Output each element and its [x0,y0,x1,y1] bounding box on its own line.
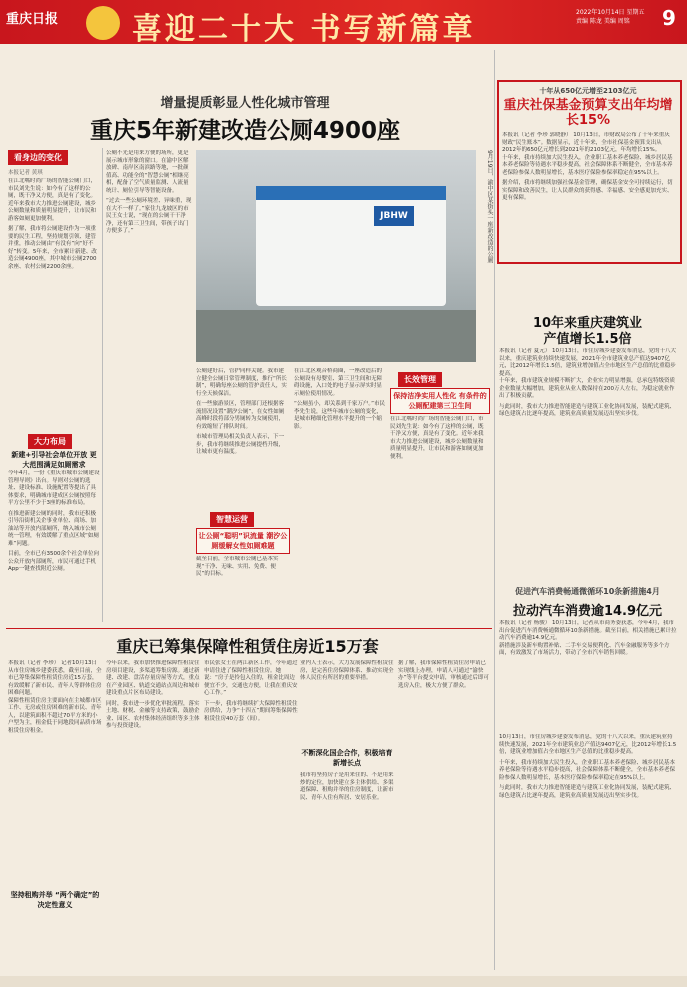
page-number: 9 [662,6,676,30]
lead-byline: 本报记者 黄琪 [8,170,43,176]
paper-name: 重庆日报 [6,12,59,27]
toilet-kiosk [256,186,446,306]
box1-sub: 新建+引导社会单位开放 更大范围满足如厕需求 [11,451,97,469]
lead-col-4b [196,556,288,622]
lead-deck: 增量提质彰显人性化城市管理 [160,96,330,111]
right-mid-title: 产值增长1.5倍 [543,332,632,347]
paragraph: 十年来，我市持续加大民生投入，企业职工基本养老保险、城乡居民基本养老保险等待遇水平稳步提高，社会保障体系不断健全，全市基本养老保险参保人数明显增长，基本医疗保险参保率稳定在95%以上。 [502,154,673,176]
lead-col-5 [294,368,386,618]
paragraph: 业内人士表示，大力发展保障性租赁住房，是完善住房保障体系、推动实现全体人民住有所居的重要举措。 [300,660,394,681]
box1-title: 大力布局 [28,434,72,449]
paragraph: 记者10月13日从市住房城乡建委获悉，截至目前，全市已筹集保障性租赁住房近15万套，有效缓解了新市民、青年人等群体住房困难问题。 [8,660,102,696]
paragraph: 10月13日，市财政局公布了十年来重庆财政“民生账本”。数据显示，近十年来，全市社保基金预算支出从2012年的650亿元增长到2021年的2103亿元，年均增长15%。 [502,132,670,153]
right-box-body [502,132,674,256]
paragraph: 下一步，我市将继续扩大保障性租赁住房供给，力争“十四五”期间筹集保障性租赁住房40万套（间）。 [204,700,298,722]
paragraph: 十年来，我市建筑业规模不断扩大，企业实力明显增强，总承包特级资质企业数量大幅增加，建筑业从业人数保持在200万人左右，为稳定就业作出了积极贡献。 [499,378,676,399]
paragraph: 今年以来，我市加快推进保障性租赁住房项目建设，多渠道筹集房源。通过新建、改建、盘活存量房屋等方式，重点在产业园区、轨道交通站点周边和城市建设重点片区布局建设。 [106,660,200,696]
paragraph: 公厕不光是用来方便的场所，更是展示城市形象的窗口。在渝中区解放碑、南岸区南滨路等地，一批颜值高、功能全的“智慧公厕”相继亮相，配备了空气质量监测、人流量统计、厕位引导等智能设备。 [106,150,189,194]
second-headline: 重庆已筹集保障性租赁住房近15万套 [116,637,379,656]
second-col-5 [398,660,490,970]
paragraph: 公厕建好后，管护同样关键。我市建立健全公厕日常管理制度，推行“所长制”，明确每座公厕的管护责任人，实行全天候保洁。 [196,368,287,397]
paragraph: 10月13日，市住房城乡建委发布消息，党的十八大以来，重庆建筑业持续快速发展，2021年全市建筑业总产值达9407亿元，比2012年增长1.5倍，建筑业增加值占全市地区生产总值的比重稳步提高。 [499,348,676,377]
right-mid-byline: 本报讯（记者 夏元） [499,348,551,354]
lead-headline: 重庆5年新建改造公厕4900座 [89,118,401,144]
second-col-3 [204,660,298,970]
paragraph: 截至目前，全市城市公厕已基本实现“干净、无味、实用、免费、便民”的目标。 [196,556,279,577]
right-mid-body [499,348,677,580]
sidebar-divider [494,50,495,970]
right-bot-kicker: 促进汽车消费畅通微循环10条新措施4月 [515,587,660,596]
paragraph: 同时，我市进一步优化审批流程，落实土地、财税、金融等支持政策，鼓励企业、园区、农村集体经济组织等多主体参与投资建设。 [106,700,200,729]
second-col-4b [300,772,394,970]
paragraph: 保障性租赁住房主要面向在主城都市区工作、无房或住房困难的新市民、青年人，以建筑面积不超过70平方米的小户型为主，租金低于同地段同品质市场租赁住房租金。 [8,697,102,734]
second-col-1 [8,660,102,970]
paragraph: “公厕虽小，却关系到千家万户。”市民李先生说，这些年城市公厕的变化，是城市精细化管理水平提升的一个缩影。 [294,401,385,430]
masthead-info [576,8,660,26]
lead-col-6 [390,416,488,620]
column-divider [102,148,103,622]
paragraph: 十年来，我市持续加大民生投入，企业职工基本养老保险、城乡居民基本养老保险等待遇水平稳步提高，社会保障体系不断健全，全市基本养老保险参保人数明显增长，基本医疗保险参保率稳定在95%以上。 [499,759,676,781]
paragraph: 10月13日，记者从市商务委获悉，今年4月，我市出台促进汽车消费畅通微循环10条新措施。截至目前，相关措施已累计拉动汽车消费逾14.9亿元。 [499,620,677,641]
right-bot-body [499,620,677,730]
masthead [0,0,687,44]
paragraph: 市民张女士在两江新区工作，今年通过申请住进了保障性租赁住房。她说：“房子是拎包入住的，租金比周边便宜不少，交通也方便，让我在重庆安心工作。” [204,660,298,696]
lead-col-1 [8,178,98,428]
right-box-title: 重庆社保基金预算支出年均增长15% [503,98,673,128]
paragraph: 据了解，我市将公厕建设作为一项重要的民生工程，坚持规划引领、建管并重，推动公厕由“有没有”向“好不好”转变。5年来，全市累计新建、改造公厕4900座，其中城市公厕2700余座、农村公厕2200余座。 [8,226,97,270]
box2-sub: 让公厕“聪明”识流量 潮汐公厕缓解女性如厕难题 [196,528,290,554]
kiosk-sign: JBHW [374,206,414,226]
lead-photo [196,150,476,362]
paragraph: 与此同时，我市大力推进智能建造与建筑工业化协同发展，装配式建筑、绿色建筑占比逐年提高，建筑业高质量发展迈出坚实步伐。 [499,403,676,417]
paragraph: 在一些旅游景区，管理部门还根据客流情况设置“潮汐公厕”，在女性如厕高峰时段将部分男厕转为女厕使用，有效缩短了排队时间。 [196,401,285,430]
paragraph: 与此同时，我市大力推进智能建造与建筑工业化协同发展，装配式建筑、绿色建筑占比逐年提高，建筑业高质量发展迈出坚实步伐。 [499,785,676,799]
paragraph: “过去一些公厕环境差、异味重，现在大不一样了。”家住九龙坡区的市民王女士说，“现在的公厕干干净净，还有第三卫生间，带孩子出门方便多了。” [106,198,192,234]
masthead-date: 2022年10月14日 星期五 [576,9,645,16]
paragraph: 在推进新建公厕的同时，我市还积极引导沿街机关企事业单位、商场、加油站等开放内部厕所，纳入城市公厕统一管理，有效缓解了重点区域“如厕难”问题。 [8,510,99,547]
right-box-kicker: 十年从650亿元增至2103亿元 [539,87,637,95]
street-ground [196,310,476,362]
lead-col-4 [196,368,288,508]
page-footer [0,976,687,987]
lead-col-3 [106,150,192,620]
right-bot-body-2 [499,734,677,972]
box2-title: 智慧运营 [210,512,254,527]
paragraph: 市城市管理局相关负责人表示，下一步，我市将继续推进公厕提档升级，让城市更有温度。 [196,434,285,455]
masthead-editors: 责编 陈龙 美编 周铭 [576,18,630,25]
paragraph: 在江北嘴时尚广场的智能公厕门口，市民刘先生说：如今有了这样的公厕，既干净又方便，真是有了变化。近年来我市大力推进公厕建设，城乡公厕数量和质量明显提升，让市民和游客如厕更加便利。 [390,416,484,460]
kiosk-roof-strip [256,186,446,200]
masthead-slogan: 喜迎二十大 书写新篇章 [132,12,476,44]
paragraph: 据了解，我市保障性租赁住房申请已实现线上办理，申请人可通过“渝快办”等平台提交申请，审核通过后即可选房入住，极大方便了群众。 [398,660,489,689]
paragraph: 在江北区观音桥商圈，一座改造后的公厕设有母婴室、第三卫生间和无障碍设施，入口处的电子显示屏实时显示厕位使用情况。 [294,368,383,397]
right-box-byline: 本报讯（记者 李珍 郭晓静） [502,132,572,138]
section-rule [6,628,492,629]
second-col-2 [106,660,200,970]
box3-title: 长效管理 [398,372,442,387]
paragraph: 据介绍，我市将继续加强社保基金管理，确保基金安全可持续运行，切实保障和改善民生，让人民群众的获得感、幸福感、安全感更加充实、更有保障。 [502,180,673,201]
section-tag: 看身边的变化 [8,150,68,165]
second-col-4 [300,660,394,746]
second-byline: 本报讯（记者 李珍） [8,660,60,666]
paragraph: 今年4月，一份《重庆市城市公厕建设管理导则》出台。导则对公厕的选址、建设标准、设施配置等提出了具体要求，明确城市建成区公厕按照每平方公里不少于3座的标准布局。 [8,470,100,506]
box3-sub: 保持洁净实用人性化 有条件的公厕配建第三卫生间 [390,388,490,414]
right-mid-kicker: 10年来重庆建筑业 [532,316,643,331]
second-sub-1: 坚持租购并举 “两个确定”的决定性意义 [10,891,100,909]
paragraph: 新措施涉及新车购置补贴、二手车交易便利化、汽车金融服务等多个方面，有效激发了市场活力，带动了全市汽车销售回暖。 [499,642,670,656]
right-bot-title: 拉动汽车消费逾14.9亿元 [512,604,663,619]
paragraph: 在江北嘴时尚广场的智能公厕门口，市民刘先生说：如今有了这样的公厕，既干净又方便，真是有了变化。近年来我市大力推进公厕建设，城乡公厕数量和质量明显提升，让市民和游客如厕更加便利。 [8,178,97,222]
paragraph: 我市将坚持房子是用来住的、不是用来炒的定位，加快建立多主体供给、多渠道保障、租购并举的住房制度，让新市民、青年人住有所居、安居乐业。 [300,772,394,801]
second-sub-2: 不断深化国企合作，积极培育新增长点 [301,749,393,767]
party-emblem-icon [86,6,120,40]
photo-caption: 9月19日，渝中区某街头一座新改造的公厕 [486,150,493,264]
lead-col-2 [8,470,100,620]
right-bot-byline: 本报讯（记者 杨骏） [499,620,551,626]
paragraph: 10月13日，市住房城乡建委发布消息，党的十八大以来，重庆建筑业持续快速发展，2021年全市建筑业总产值达9407亿元，比2012年增长1.5倍，建筑业增加值占全市地区生产总值的比重稳步提高。 [499,734,677,755]
paragraph: 目前，全市已有3500余个社会单位向公众开放内部厕所，市民可通过手机App一键查找附近公厕。 [8,551,99,572]
